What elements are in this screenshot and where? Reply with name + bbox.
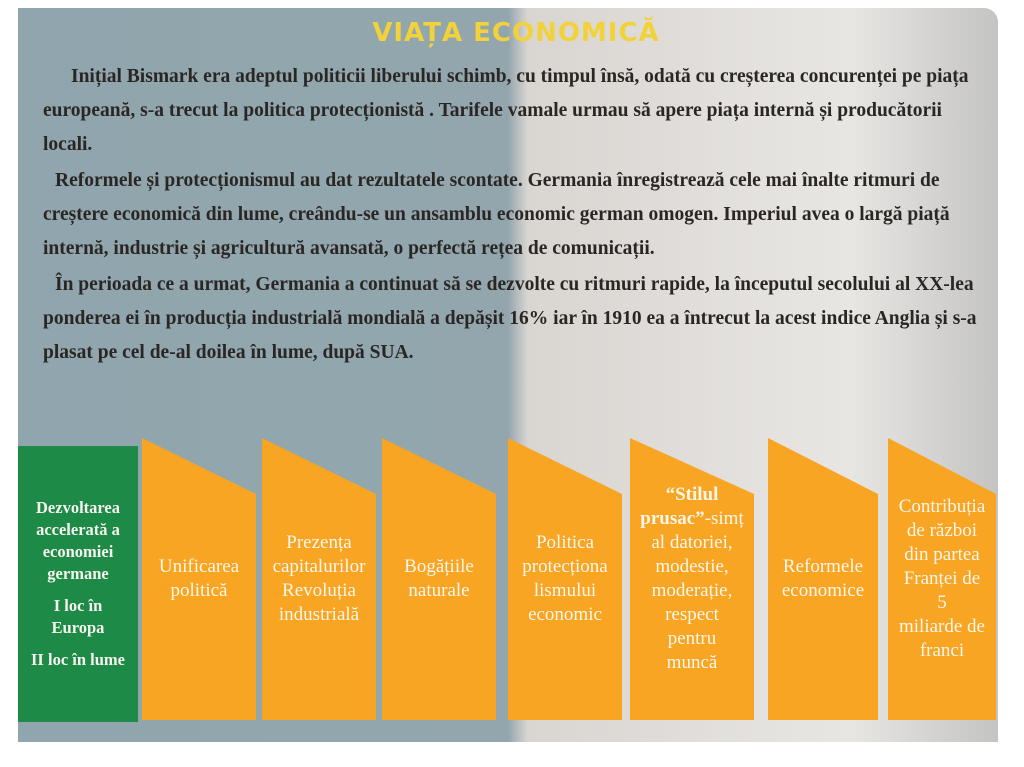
rank-world: II loc în lume bbox=[31, 650, 125, 669]
paragraph-1 bbox=[43, 60, 983, 162]
factor-chevron-6 bbox=[768, 438, 878, 720]
main-outcome-box bbox=[18, 446, 138, 722]
factor-chevron-2 bbox=[262, 438, 376, 720]
paragraph-3-text: În perioada ce a urmat, Germania a continuat să se dezvolte cu ritmuri rapide, la începutul secolului al XX-lea ponderea ei în producția industrială mondială a depășit 16% iar în 1910 ea a întrecut la acest indice Anglia și s-a plasat pe cel de-al doilea în lume, după SUA. bbox=[43, 274, 977, 363]
paragraph-3 bbox=[43, 268, 983, 370]
rank-europe: I loc în Europa bbox=[51, 596, 105, 637]
factor-chevron-4 bbox=[508, 438, 622, 720]
factor-label-5-rest: -simț al datoriei, modestie, moderație, respect pentru muncă bbox=[651, 508, 744, 673]
paragraph-1-text: Inițial Bismark era adeptul politicii liberului schimb, cu timpul însă, odată cu creșterea concurenței pe piața europeană, s-a trecut la politica protecționistă . Tarifele vamale urmau să apere piața internă și producătorii locali. bbox=[43, 66, 969, 155]
factor-chevron-7 bbox=[888, 438, 996, 720]
slide-title: VIAȚA ECONOMICĂ bbox=[372, 18, 660, 48]
factors-diagram bbox=[18, 428, 998, 728]
factor-label-5-bold: “Stilul prusac” bbox=[640, 484, 719, 529]
factor-chevron-3 bbox=[382, 438, 496, 720]
factor-label-1: Unificarea politică bbox=[158, 556, 240, 601]
factor-label-3: Bogățiile naturale bbox=[404, 556, 474, 601]
slide bbox=[18, 8, 998, 742]
factor-label-6: Reformele economice bbox=[781, 556, 865, 601]
paragraph-2-text: Reformele și protecționismul au dat rezultatele scontate. Germania înregistrează cele mai înalte ritmuri de creștere economică din lume, creându-se un ansamblu economic german omogen. Imperiul avea o largă piață internă, industrie și agricultură avansată, o perfectă rețea de comunicații. bbox=[43, 170, 950, 259]
factor-label-4: Politica protecționa lismului economic bbox=[522, 532, 608, 625]
factor-label-7: Contribuția de război din partea Franței de 5 miliarde de franci bbox=[898, 496, 986, 661]
paragraph-2 bbox=[43, 164, 983, 266]
factor-chevron-5 bbox=[630, 438, 754, 720]
factor-label-5 bbox=[630, 438, 754, 720]
factor-label-2: Prezența capitalurilor Revoluția industrială bbox=[272, 532, 366, 625]
main-outcome-label: Dezvoltarea accelerată a economiei germane bbox=[36, 498, 120, 583]
factor-chevron-1 bbox=[142, 438, 256, 720]
